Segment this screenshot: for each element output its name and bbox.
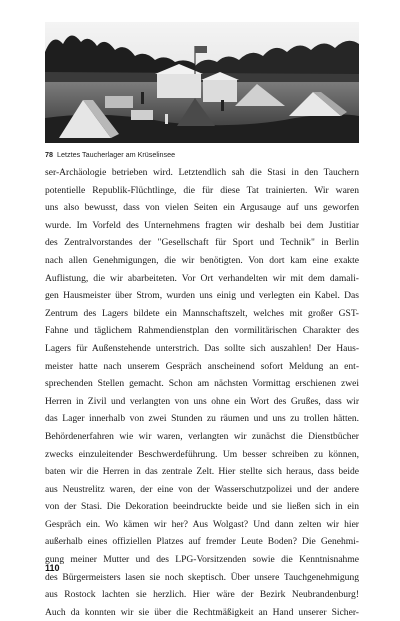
text-line: gen Hausmeister über Strom, wurden uns einig und verlegten ein Kabel. Das (45, 290, 359, 302)
figure-caption-text: Letztes Taucherlager am Krüselinsee (57, 150, 176, 159)
text-line: außerhalb eines offiziellen Platzes auf fremder Leute Boden? Die Genehmi- (45, 536, 359, 548)
text-line: zwecks einzuleitender Beschwerdeführung. Um besser schreiben zu können, (45, 448, 359, 460)
text-line: das Lager innerhalb von zwei Stunden zu räumen und uns zu trollen hätten. (45, 413, 359, 425)
text-line: Zentrum des Lagers bildete ein Mannschaftszelt, welches mit großer GST- (45, 307, 359, 319)
text-line: Behördenerfahren wie wir waren, verlangten wir zunächst die Dienstbücher (45, 430, 359, 442)
text-line: meister hatte nach unserem Gespräch anscheinend sofort Meldung an ent- (45, 360, 359, 372)
text-line: des Bürgermeisters lasen sie noch skeptisch. Über unsere Tauchgenehmigung (45, 571, 359, 583)
figure-caption (45, 150, 359, 159)
campsite-photo (45, 22, 359, 143)
main-tent (157, 74, 201, 98)
body-text (45, 164, 359, 621)
text-line: Fahne und täglichem Rahmendienstplan den vormilitärischen Charakter des (45, 325, 359, 337)
text-line: nach allen Genehmigungen, die wir benötigten. Von dort kam eine exakte (45, 254, 359, 266)
text-line: Auflistung, die wir abarbeiteten. Vor Ort verhandelten wir mit dem damali- (45, 272, 359, 284)
text-line: aus Rostock lachten sie herzlich. Hier wäre der Bezirk Neubrandenburg! (45, 589, 359, 601)
text-line: uns also bewusst, dass von vielen Seiten ein Argusauge auf uns geworfen (45, 202, 359, 214)
text-line: gung meiner Mutter und des LPG-Vorsitzenden sowie die Kenntnisnahme (45, 554, 359, 566)
figure-number: 78 (45, 150, 53, 159)
text-line: Gespräch ein. Wo kämen wir her? Aus Wolgast? Und dann zelten wir hier (45, 518, 359, 530)
text-line: aus Neustrelitz waren, der eine von der Wasserschutzpolizei und der andere (45, 483, 359, 495)
text-line: von der Stasi. Die Dekoration beeindruckte beide und sie ließen sich in ein (45, 501, 359, 513)
text-line: Herren in Zivil und verlangten von uns ohne ein Wort des Grußes, dass wir (45, 395, 359, 407)
text-line: sprechenden Stellen gemacht. Schon am nächsten Vormittag erschienen zwei (45, 378, 359, 390)
campsite-photo-image (45, 22, 359, 143)
text-line: potentielle Republik-Flüchtlinge, die für diese Tat trainierten. Wir waren (45, 184, 359, 196)
page-number: 110 (45, 563, 60, 573)
text-line: Auch da konnten wir sie über die Rechtmäßigkeit an Hand unserer Sicher- (45, 606, 359, 618)
text-line: baten wir die Herren in das zentrale Zelt. Hier stellte sich heraus, dass beide (45, 466, 359, 478)
text-line: Lagers für Außenstehende unterstrich. Das sollte sich auszahlen! Der Haus- (45, 342, 359, 354)
text-line: ser-Archäologie betrieben wird. Letztendlich sah die Stasi in den Tauchern (45, 167, 359, 178)
text-line: wurde. Im Vorfeld des Unternehmens fragten wir deshalb bei dem Justitiar (45, 219, 359, 231)
text-line: des Zentralvorstandes der "Gesellschaft für Sport und Technik" in Berlin (45, 237, 359, 249)
